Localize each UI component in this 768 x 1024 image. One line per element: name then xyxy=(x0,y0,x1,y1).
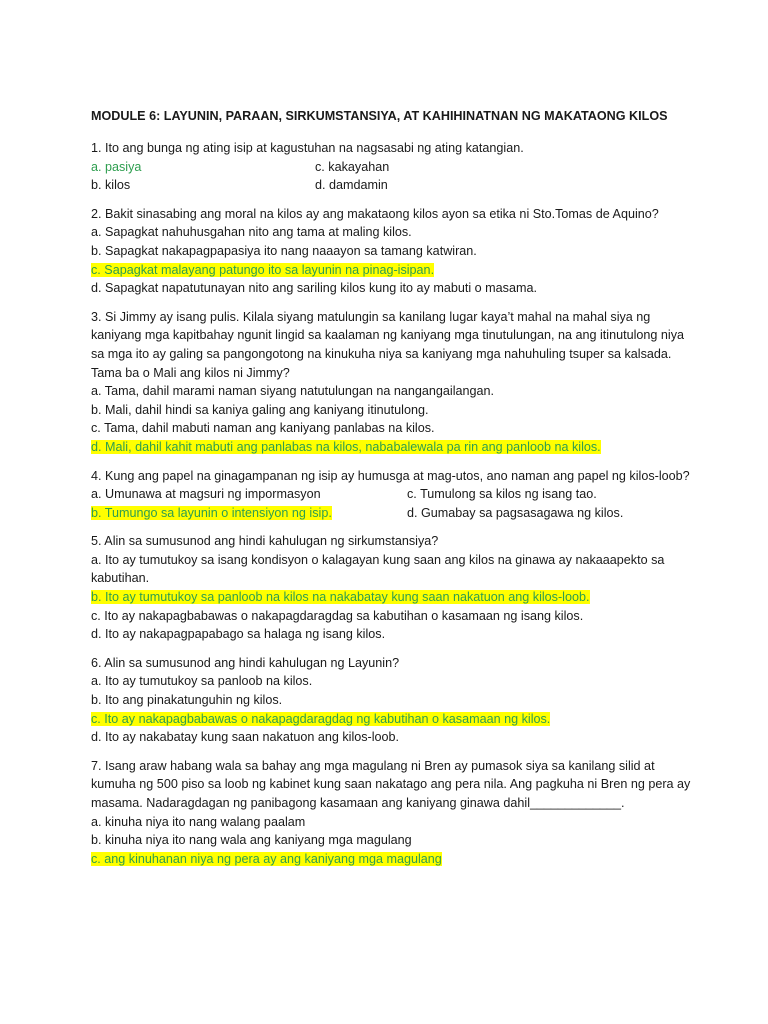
question-1-choice-b: b. kilos xyxy=(91,178,131,193)
question-3-choice-b: b. Mali, dahil hindi sa kaniya galing ang kaniyang itinutulong. xyxy=(91,402,429,417)
question-2-choice-d: d. Sapagkat napatutunayan nito ang sariling kilos kung ito ay mabuti o masama. xyxy=(91,281,537,296)
question-2-choice-a: a. Sapagkat nahuhusgahan nito ang tama at maling kilos. xyxy=(91,225,412,240)
question-3-text: 3. Si Jimmy ay isang pulis. Kilala siyang matulungin sa kanilang lugar kaya’t mahal na mahal siya ng kaniyang mga kapitbahay ngunit lingid sa kaalaman ng kaniyang mga tinutulungan, na ang itinutulong niya sa mga ito ay galing sa pangongotong na kinukuha niya sa kaniyang mga nahuhuling tsuper sa kalsada. Tama ba o Mali ang kilos ni Jimmy? xyxy=(91,309,685,380)
question-1 xyxy=(91,139,691,195)
question-1-choice-a: a. pasiya xyxy=(91,159,142,174)
question-6-text: 6. Alin sa sumusunod ang hindi kahulugan ng Layunin? xyxy=(91,655,400,670)
question-4-row-1 xyxy=(91,485,691,504)
question-6 xyxy=(91,654,691,747)
question-3 xyxy=(91,308,691,457)
question-1-row-2 xyxy=(91,176,691,195)
question-2-text: 2. Bakit sinasabing ang moral na kilos ay ang makataong kilos ayon sa etika ni Sto.Tomas de Aquino? xyxy=(91,206,659,221)
question-5 xyxy=(91,532,691,644)
question-7-choice-a: a. kinuha niya ito nang walang paalam xyxy=(91,814,306,829)
question-7-choice-b: b. kinuha niya ito nang wala ang kaniyang mga magulang xyxy=(91,833,412,848)
document-content xyxy=(91,107,691,878)
question-1-choice-d: d. damdamin xyxy=(315,178,388,193)
question-5-choice-a: a. Ito ay tumutukoy sa isang kondisyon o kalagayan kung saan ang kilos na ginawa ay nakaaapekto sa kabutihan. xyxy=(91,552,665,586)
question-6-choice-b: b. Ito ang pinakatunguhin ng kilos. xyxy=(91,693,283,708)
question-5-choice-d: d. Ito ay nakapagpapabago sa halaga ng isang kilos. xyxy=(91,627,386,642)
question-6-choice-a: a. Ito ay tumutukoy sa panloob na kilos. xyxy=(91,674,313,689)
question-5-choice-c: c. Ito ay nakapagbabawas o nakapagdaragdag sa kabutihan o kasamaan ng isang kilos. xyxy=(91,608,584,623)
question-4-choice-a: a. Umunawa at magsuri ng impormasyon xyxy=(91,487,321,502)
question-6-choice-c: c. Ito ay nakapagbabawas o nakapagdaragdag ng kabutihan o kasamaan ng kilos. xyxy=(91,711,551,726)
question-2 xyxy=(91,205,691,298)
question-7 xyxy=(91,757,691,869)
question-4-choice-c: c. Tumulong sa kilos ng isang tao. xyxy=(407,487,597,502)
question-2-choice-b: b. Sapagkat nakapagpapasiya ito nang naaayon sa tamang katwiran. xyxy=(91,243,477,258)
question-4-choice-b: b. Tumungo sa layunin o intensiyon ng isip. xyxy=(91,505,332,520)
question-7-choice-c: c. ang kinuhanan niya ng pera ay ang kaniyang mga magulang xyxy=(91,851,442,866)
question-2-choice-c: c. Sapagkat malayang patungo ito sa layunin na pinag-isipan. xyxy=(91,262,435,277)
question-3-choice-a: a. Tama, dahil marami naman siyang natutulungan na nangangailangan. xyxy=(91,384,495,399)
question-6-choice-d: d. Ito ay nakabatay kung saan nakatuon ang kilos-loob. xyxy=(91,730,400,745)
question-4-row-2 xyxy=(91,504,691,523)
question-1-choice-c: c. kakayahan xyxy=(315,159,390,174)
question-4-text: 4. Kung ang papel na ginagampanan ng isip ay humusga at mag-utos, ano naman ang papel ng kilos-loob? xyxy=(91,468,690,483)
question-1-row-1 xyxy=(91,158,691,177)
question-1-text: 1. Ito ang bunga ng ating isip at kagustuhan na nagsasabi ng ating katangian. xyxy=(91,141,524,155)
module-title: MODULE 6: LAYUNIN, PARAAN, SIRKUMSTANSIYA, AT KAHIHINATNAN NG MAKATAONG KILOS xyxy=(91,109,668,123)
question-7-text: 7. Isang araw habang wala sa bahay ang mga magulang ni Bren ay pumasok siya sa kanilang silid at kumuha ng 500 piso sa loob ng kabinet kung saan nakatago ang pera nila. Ang pagkuha ni Bren ng pera ay masama. Nadaragdagan ng panibagong kasamaan ang kaniyang ginawa dahil_____________. xyxy=(91,758,691,810)
question-3-choice-c: c. Tama, dahil mabuti naman ang kaniyang panlabas na kilos. xyxy=(91,421,435,436)
question-3-choice-d: d. Mali, dahil kahit mabuti ang panlabas na kilos, nababalewala pa rin ang panloob na kilos. xyxy=(91,439,601,454)
question-5-choice-b: b. Ito ay tumutukoy sa panloob na kilos na nakabatay kung saan nakatuon ang kilos-loob. xyxy=(91,590,590,605)
question-5-text: 5. Alin sa sumusunod ang hindi kahulugan ng sirkumstansiya? xyxy=(91,534,439,549)
question-4 xyxy=(91,467,691,523)
question-4-choice-d: d. Gumabay sa pagsasagawa ng kilos. xyxy=(407,505,624,520)
